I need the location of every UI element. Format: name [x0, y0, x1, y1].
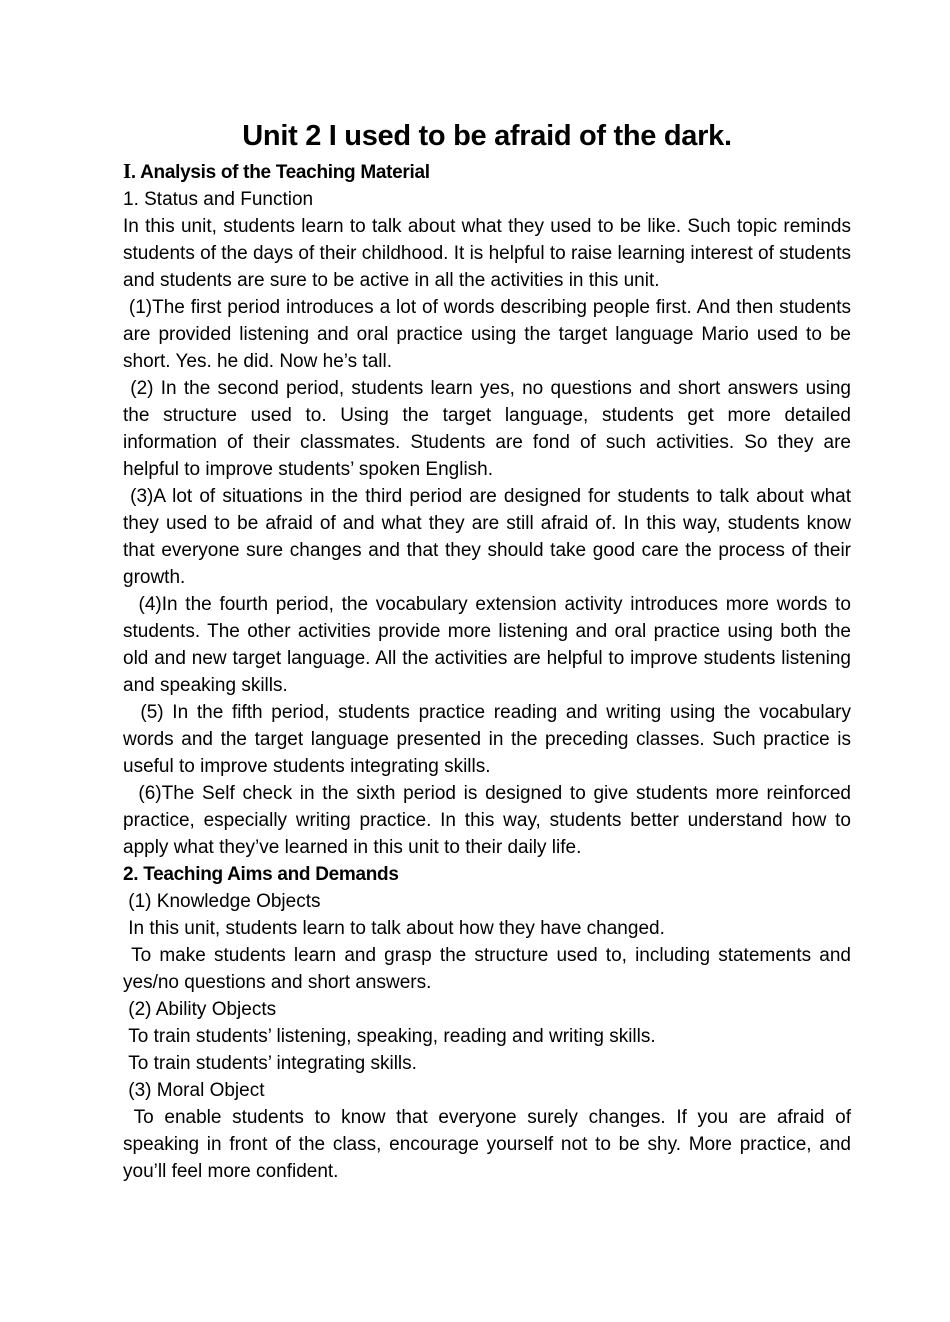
period-3-paragraph: (3)A lot of situations in the third period are designed for students to talk about what they used to be afraid of and what they are still afraid of. In this way, students know that everyone sure changes and that they should take good care the process of their growth. [123, 486, 851, 588]
subheading-status-function: 1. Status and Function [123, 189, 314, 210]
knowledge-item-1: In this unit, students learn to talk about how they have changed. [123, 918, 665, 939]
period-6-paragraph: (6)The Self check in the sixth period is designed to give students more reinforced practice, especially writing practice. In this way, students better understand how to apply what they’ve learned in this unit to their daily life. [123, 783, 851, 858]
knowledge-objects-heading: (1) Knowledge Objects [123, 891, 321, 912]
section-heading-text: . Analysis of the Teaching Material [130, 162, 430, 183]
document-page [123, 118, 851, 1185]
ability-item-1: To train students’ listening, speaking, reading and writing skills. [123, 1026, 656, 1047]
period-2-paragraph: (2) In the second period, students learn yes, no questions and short answers using the structure used to. Using the target language, students get more detailed information of their classmates. Students are fond of such activities. So they are helpful to improve students’ spoken English. [123, 378, 851, 480]
period-1-paragraph: (1)The first period introduces a lot of words describing people first. And then students are provided listening and oral practice using the target language Mario used to be short. Yes. he did. Now he’s tall. [123, 297, 851, 372]
knowledge-item-2: To make students learn and grasp the structure used to, including statements and yes/no questions and short answers. [123, 945, 851, 993]
document-title: Unit 2 I used to be afraid of the dark. [242, 120, 732, 152]
intro-paragraph: In this unit, students learn to talk about what they used to be like. Such topic reminds students of the days of their childhood. It is helpful to raise learning interest of students and students are sure to be active in all the activities in this unit. [123, 216, 851, 291]
roman-numeral: I [123, 159, 131, 183]
ability-item-2: To train students’ integrating skills. [123, 1053, 417, 1074]
moral-item-1: To enable students to know that everyone surely changes. If you are afraid of speaking in front of the class, encourage yourself not to be shy. More practice, and you’ll feel more confident. [123, 1107, 851, 1182]
period-5-paragraph: (5) In the fifth period, students practice reading and writing using the vocabulary words and the target language presented in the preceding classes. Such practice is useful to improve students integrating skills. [123, 702, 851, 777]
period-4-paragraph: (4)In the fourth period, the vocabulary extension activity introduces more words to students. The other activities provide more listening and oral practice using both the old and new target language. All the activities are helpful to improve students listening and speaking skills. [123, 594, 851, 696]
section-heading-aims: 2. Teaching Aims and Demands [123, 864, 399, 885]
ability-objects-heading: (2) Ability Objects [123, 999, 277, 1020]
moral-object-heading: (3) Moral Object [123, 1080, 265, 1101]
section-heading-analysis [123, 158, 851, 186]
